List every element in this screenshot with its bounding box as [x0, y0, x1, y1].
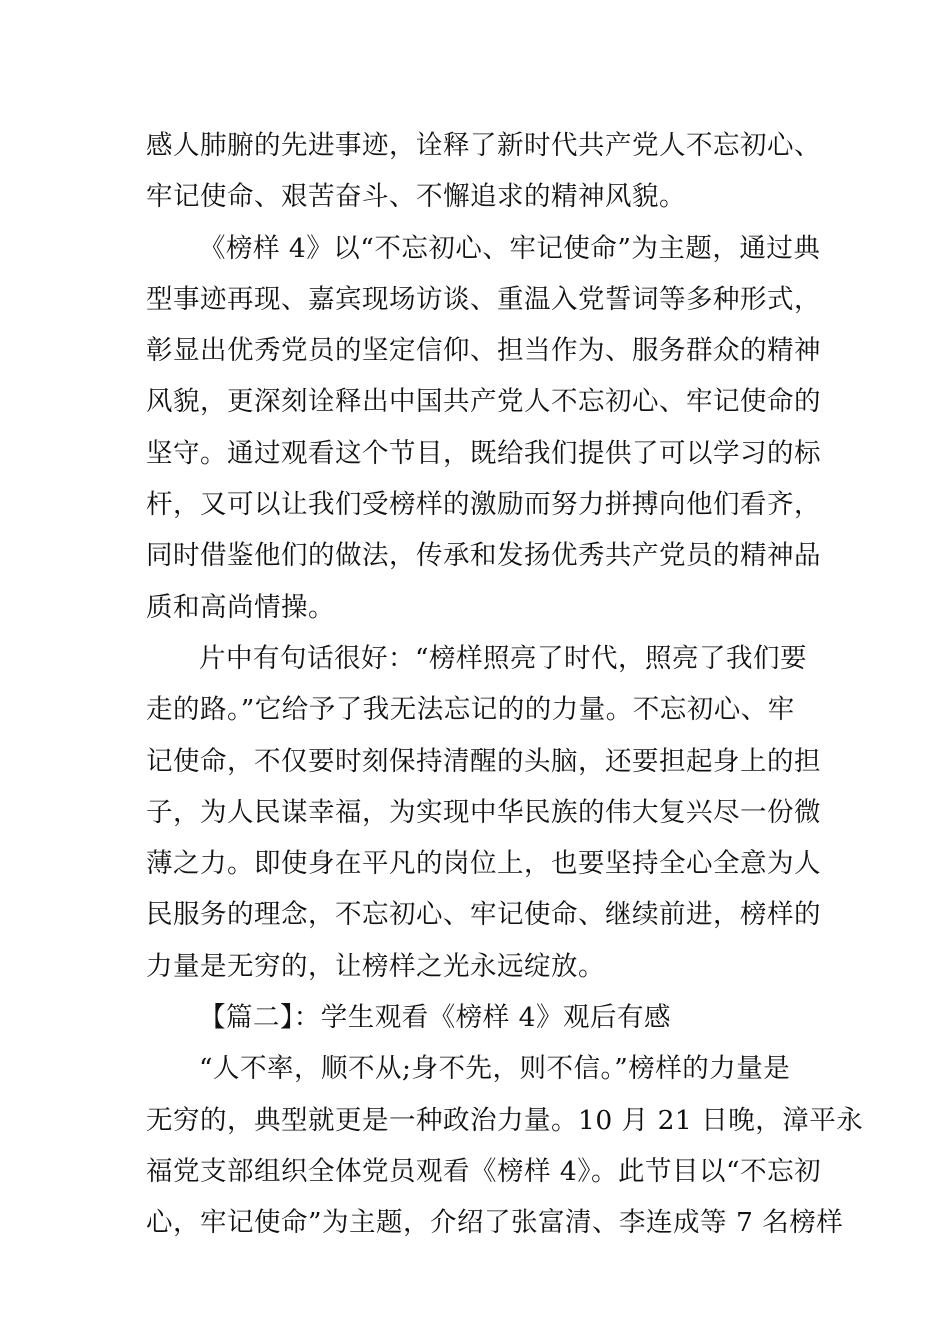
text-line: 风貌，更深刻诠释出中国共产党人不忘初心、牢记使命的 [146, 386, 821, 418]
document-body [146, 120, 864, 1249]
text-line: 同时借鉴他们的做法，传承和发扬优秀共产党员的精神品 [146, 540, 821, 572]
text-line: 《榜样 4》以“不忘初心、牢记使命”为主题，通过典 [199, 232, 821, 264]
text-line: 民服务的理念，不忘初心、牢记使命、继续前进，榜样的 [146, 899, 821, 931]
text-line: 走的路。”它给予了我无法忘记的的力量。不忘初心、牢 [146, 694, 795, 726]
text-line: 力量是无穷的，让榜样之光永远绽放。 [146, 950, 605, 982]
text-line: 彰显出优秀党员的坚定信仰、担当作为、服务群众的精神 [146, 335, 821, 367]
text-line: 质和高尚情操。 [146, 591, 335, 623]
text-line: 型事迹再现、嘉宾现场访谈、重温入党誓词等多种形式， [146, 283, 821, 315]
text-line: 感人肺腑的先进事迹，诠释了新时代共产党人不忘初心、 [146, 130, 821, 161]
text-line: 牢记使命、艰苦奋斗、不懈追求的精神风貌。 [146, 181, 686, 213]
text-line: “人不率，顺不从;身不先，则不信。”榜样的力量是 [199, 1053, 791, 1085]
text-line: 记使命，不仅要时刻保持清醒的头脑，还要担起身上的担 [146, 745, 821, 777]
text-line: 片中有句话很好：“榜样照亮了时代，照亮了我们要 [199, 642, 808, 674]
text-line: 坚守。通过观看这个节目，既给我们提供了可以学习的标 [146, 437, 821, 469]
text-line: 【篇二】：学生观看《榜样 4》观后有感 [199, 1002, 672, 1034]
text-line: 心，牢记使命”为主题，介绍了张富清、李连成等 7 名榜样 [146, 1207, 844, 1239]
text-line: 薄之力。即使身在平凡的岗位上，也要坚持全心全意为人 [146, 848, 821, 880]
text-line: 无穷的，典型就更是一种政治力量。10 月 21 日晚，漳平永 [146, 1104, 864, 1136]
text-line: 福党支部组织全体党员观看《榜样 4》。此节目以“不忘初 [146, 1155, 822, 1187]
text-line: 子，为人民谋幸福，为实现中华民族的伟大复兴尽一份微 [146, 796, 821, 828]
text-line: 杆，又可以让我们受榜样的激励而努力拼搏向他们看齐， [146, 489, 821, 521]
